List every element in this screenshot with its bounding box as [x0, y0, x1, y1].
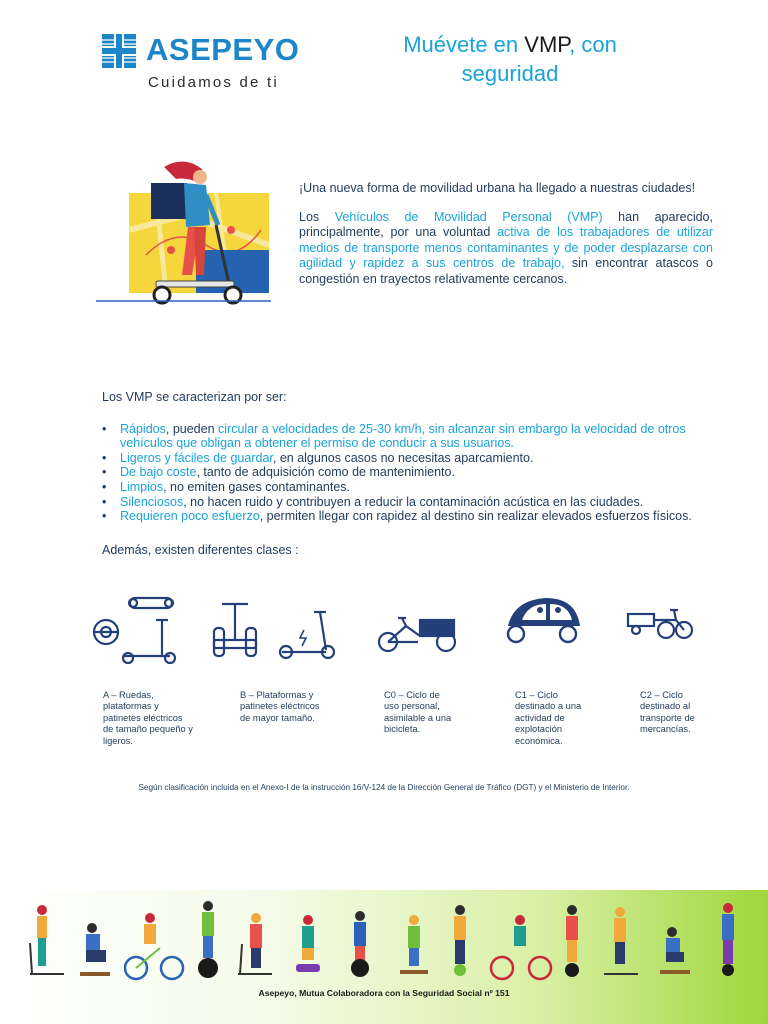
intro-paragraph	[299, 210, 713, 288]
asepeyo-logo	[100, 30, 330, 92]
item-text: , permiten llegar con rapidez al destino sin realizar elevados esfuerzos físicos.	[259, 509, 692, 524]
vmp-classes	[90, 590, 710, 770]
list-item	[102, 495, 717, 510]
scooter-rider-illustration	[96, 155, 276, 305]
list-item	[102, 509, 717, 524]
small-wheels-icon	[90, 590, 185, 672]
classes-intro: Además, existen diferentes clases :	[102, 542, 299, 557]
item-highlight: Requieren poco esfuerzo	[120, 509, 260, 524]
list-item	[102, 422, 717, 451]
item-highlight: Rápidos	[120, 421, 166, 436]
characteristics-section	[102, 390, 717, 557]
freight-trike-icon	[626, 606, 694, 640]
characteristics-list	[102, 422, 717, 524]
cargo-bike-icon	[378, 612, 460, 654]
segway-scooter-icon	[208, 600, 338, 672]
brand-tagline: Cuidamos de ti	[148, 74, 279, 91]
characteristics-intro: Los VMP se caracterizan por ser:	[102, 390, 287, 404]
pedicab-icon	[502, 596, 584, 644]
item-text: , en algunos casos no necesitas aparcamiento.	[272, 450, 534, 465]
riders-illustration	[20, 898, 750, 983]
title-emphasis: VMP	[524, 32, 570, 57]
class-c2-label: C2 – Ciclo destinado al transporte de mercancías.	[640, 690, 695, 735]
item-text: , pueden	[165, 421, 219, 436]
list-item	[102, 480, 717, 495]
title-part1: Muévete en	[403, 32, 525, 57]
footer-band	[0, 890, 768, 1024]
item-highlight: Ligeros y fáciles de guardar	[120, 450, 273, 465]
intro-highlight-1: Vehículos de Movilidad Personal (VMP)	[334, 209, 603, 224]
intro-text-2: han aparecido, principalmente, por una voluntad	[299, 209, 713, 239]
class-b-label: B – Plataformas y patinetes eléctricos de mayor tamaño.	[240, 690, 320, 723]
class-c1-label: C1 – Ciclo destinado a una actividad de explotación económica.	[515, 690, 582, 746]
intro-highlight-2: activa de los trabajadores de utilizar medios de transporte menos contaminantes y de poder desplazarse con agilidad y rapidez a sus centros de trabajo,	[299, 225, 713, 270]
class-a-label: A – Ruedas, plataformas y patinetes eléctricos de tamaño pequeño y ligeros.	[103, 690, 193, 746]
title-part2: , con seguridad	[461, 32, 617, 86]
list-item	[102, 451, 717, 466]
intro-section	[299, 181, 713, 300]
item-text: , no emiten gases contaminantes.	[163, 479, 350, 494]
source-note: Según clasificación incluida en el Anexo-I de la instrucción 16/V-124 de la Dirección General de Tráfico (DGT) y el Ministerio de Interior.	[138, 783, 630, 792]
page-title	[380, 30, 640, 88]
item-highlight-2: circular a velocidades de 25-30 km/h, sin alcanzar sin embargo la velocidad de otros vehículos que obligan a obtener el permiso de conducir a sus usuarios.	[120, 421, 686, 451]
intro-text-3: sin encontrar atascos o congestión en trayectos relativamente cercanos.	[299, 256, 714, 286]
item-highlight: Silenciosos	[120, 494, 184, 509]
intro-lead: ¡Una nueva forma de movilidad urbana ha llegado a nuestras ciudades!	[299, 181, 696, 195]
item-highlight: De bajo coste	[120, 465, 197, 480]
item-text: , tanto de adquisición como de mantenimiento.	[196, 465, 455, 480]
asepeyo-cross-icon	[102, 34, 136, 68]
intro-text-1: Los	[299, 209, 335, 224]
item-highlight: Limpios	[120, 479, 164, 494]
item-text: , no hacen ruido y contribuyen a reducir la contaminación acústica en las ciudades.	[183, 494, 644, 509]
footer-text: Asepeyo, Mutua Colaboradora con la Seguridad Social nº 151	[258, 988, 510, 998]
brand-name: ASEPEYO	[146, 32, 300, 67]
list-item	[102, 465, 717, 480]
class-c0-label: C0 – Ciclo de uso personal, asimilable a una bicicleta.	[384, 690, 452, 735]
